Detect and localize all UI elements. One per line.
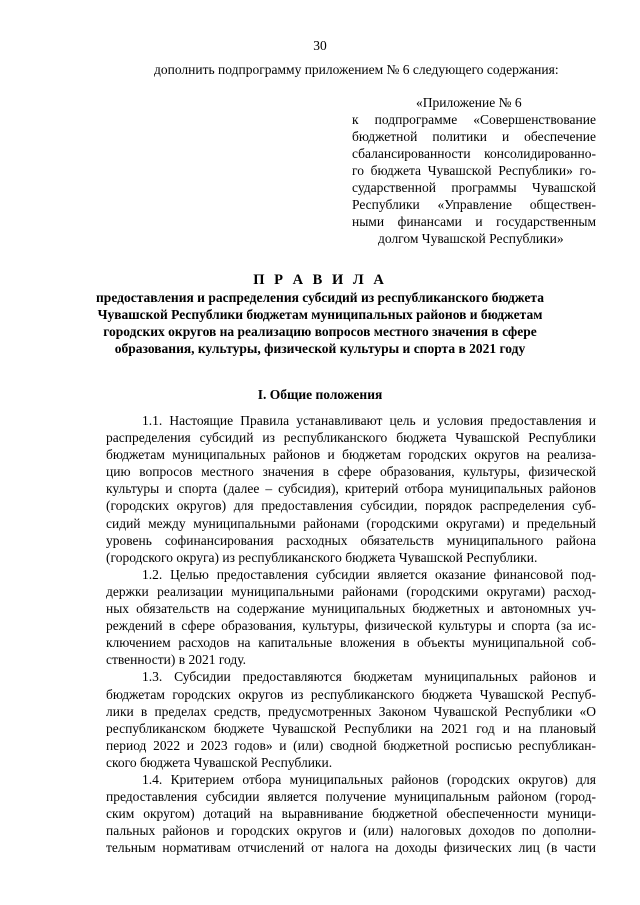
- body-text: [106, 412, 596, 856]
- paragraph-line: ключением расходов на капитальные вложения в объекты муниципальной соб-: [106, 635, 596, 651]
- subtitle-line: образования, культуры, физической культуры и спорта в 2021 году: [114, 341, 526, 356]
- paragraph-line: 1.2. Целью предоставления субсидии является оказание финансовой под-: [142, 566, 596, 582]
- paragraph-line: предоставления субсидии является получение муниципальным районом (город-: [106, 789, 596, 805]
- paragraph: [106, 668, 596, 771]
- paragraph-line: бюджетам городских округов из республиканского бюджета Чувашской Респуб-: [106, 686, 596, 702]
- paragraph: [106, 412, 596, 566]
- paragraph-line: (городских округов) для предоставления субсидии, порядок распределения суб-: [106, 498, 596, 514]
- paragraph-line: распределения субсидий из республиканского бюджета Чувашской Республики: [106, 430, 596, 446]
- paragraph: [106, 566, 596, 669]
- paragraph-line: период 2022 и 2023 годов» и (или) сводной бюджетной росписью республикан-: [106, 737, 596, 753]
- paragraph-line: лики в пределах средств, предусмотренных Законом Чувашской Республики «О: [106, 703, 596, 719]
- appendix-line: бюджетной политики и обеспечение: [352, 129, 596, 144]
- subtitle-line: предоставления и распределения субсидий из республиканского бюджета: [96, 290, 544, 305]
- paragraph-line: ского бюджета Чувашской Республики.: [106, 754, 333, 770]
- document-subtitle: [60, 289, 580, 357]
- paragraph-line: культуры и спорта (далее – субсидия), критерий отбора муниципальных районов: [106, 481, 596, 497]
- paragraph-line: тельным нормативам отчислений от налога на доходы физических лиц (в части: [106, 840, 596, 856]
- paragraph-line: республиканском бюджете Чувашской Республики на 2021 год и на плановый: [106, 720, 596, 736]
- appendix-line: Республики «Управление обществен-: [352, 197, 596, 212]
- appendix-line: долгом Чувашской Республики»: [378, 231, 564, 246]
- paragraph-line: 1.3. Субсидии предоставляются бюджетам муниципальных районов и: [142, 669, 596, 685]
- subtitle-line: городских округов на реализацию вопросов местного значения в сфере: [103, 324, 537, 339]
- appendix-line: сбалансированности консолидированно-: [352, 146, 596, 161]
- paragraph-line: реждений в сфере образования, культуры, физической культуры и спорта (за ис-: [106, 618, 596, 634]
- document-title: П Р А В И Л А: [253, 272, 387, 288]
- paragraph-line: ственности) в 2021 году.: [106, 652, 247, 668]
- appendix-line: сударственной программы Чувашской: [352, 180, 596, 195]
- appendix-line: го бюджета Чувашской Республики» го-: [352, 163, 596, 178]
- paragraph: [106, 771, 596, 856]
- rules-title-block: [60, 271, 580, 357]
- paragraph-line: ных обязательств на содержание муниципальных бюджетных и автономных уч-: [106, 601, 596, 617]
- paragraph-line: 1.1. Настоящие Правила устанавливают цель и условия предоставления и: [142, 413, 596, 428]
- intro-line: дополнить подпрограмму приложением № 6 следующего содержания:: [154, 62, 559, 77]
- paragraph-line: ским округом) дотаций на выравнивание бюджетной обеспеченности муници-: [106, 806, 596, 822]
- paragraph-line: пальных районов и городских округов и (или) налоговых доходов по дополни-: [106, 823, 596, 839]
- paragraph-line: сидий между муниципальными районами (городскими округами) и предельный: [106, 515, 596, 531]
- paragraph-line: цию вопросов местного значения в сфере образования, культуры, физической: [106, 464, 596, 480]
- appendix-line: ными финансами и государственным: [352, 214, 596, 229]
- paragraph-line: бюджетам муниципальных районов и бюджетам городских округов на реализа-: [106, 447, 596, 463]
- page-number: 30: [313, 38, 327, 53]
- subtitle-line: Чувашской Республики бюджетам муниципальных районов и бюджетам: [97, 307, 543, 322]
- appendix-reference-block: [352, 94, 596, 247]
- appendix-line: к подпрограмме «Совершенствование: [352, 112, 596, 127]
- section-heading: I. Общие положения: [257, 387, 383, 402]
- appendix-line: «Приложение № 6: [416, 95, 522, 110]
- paragraph-line: держки реализации муниципальными районами (городскими округами) расход-: [106, 583, 596, 599]
- paragraph-line: (городского округа) из республиканского бюджета Чувашской Республики.: [106, 549, 538, 565]
- paragraph-line: уровень софинансирования расходных обязательств муниципального района: [106, 532, 596, 548]
- paragraph-line: 1.4. Критерием отбора муниципальных районов (городских округов) для: [142, 771, 596, 787]
